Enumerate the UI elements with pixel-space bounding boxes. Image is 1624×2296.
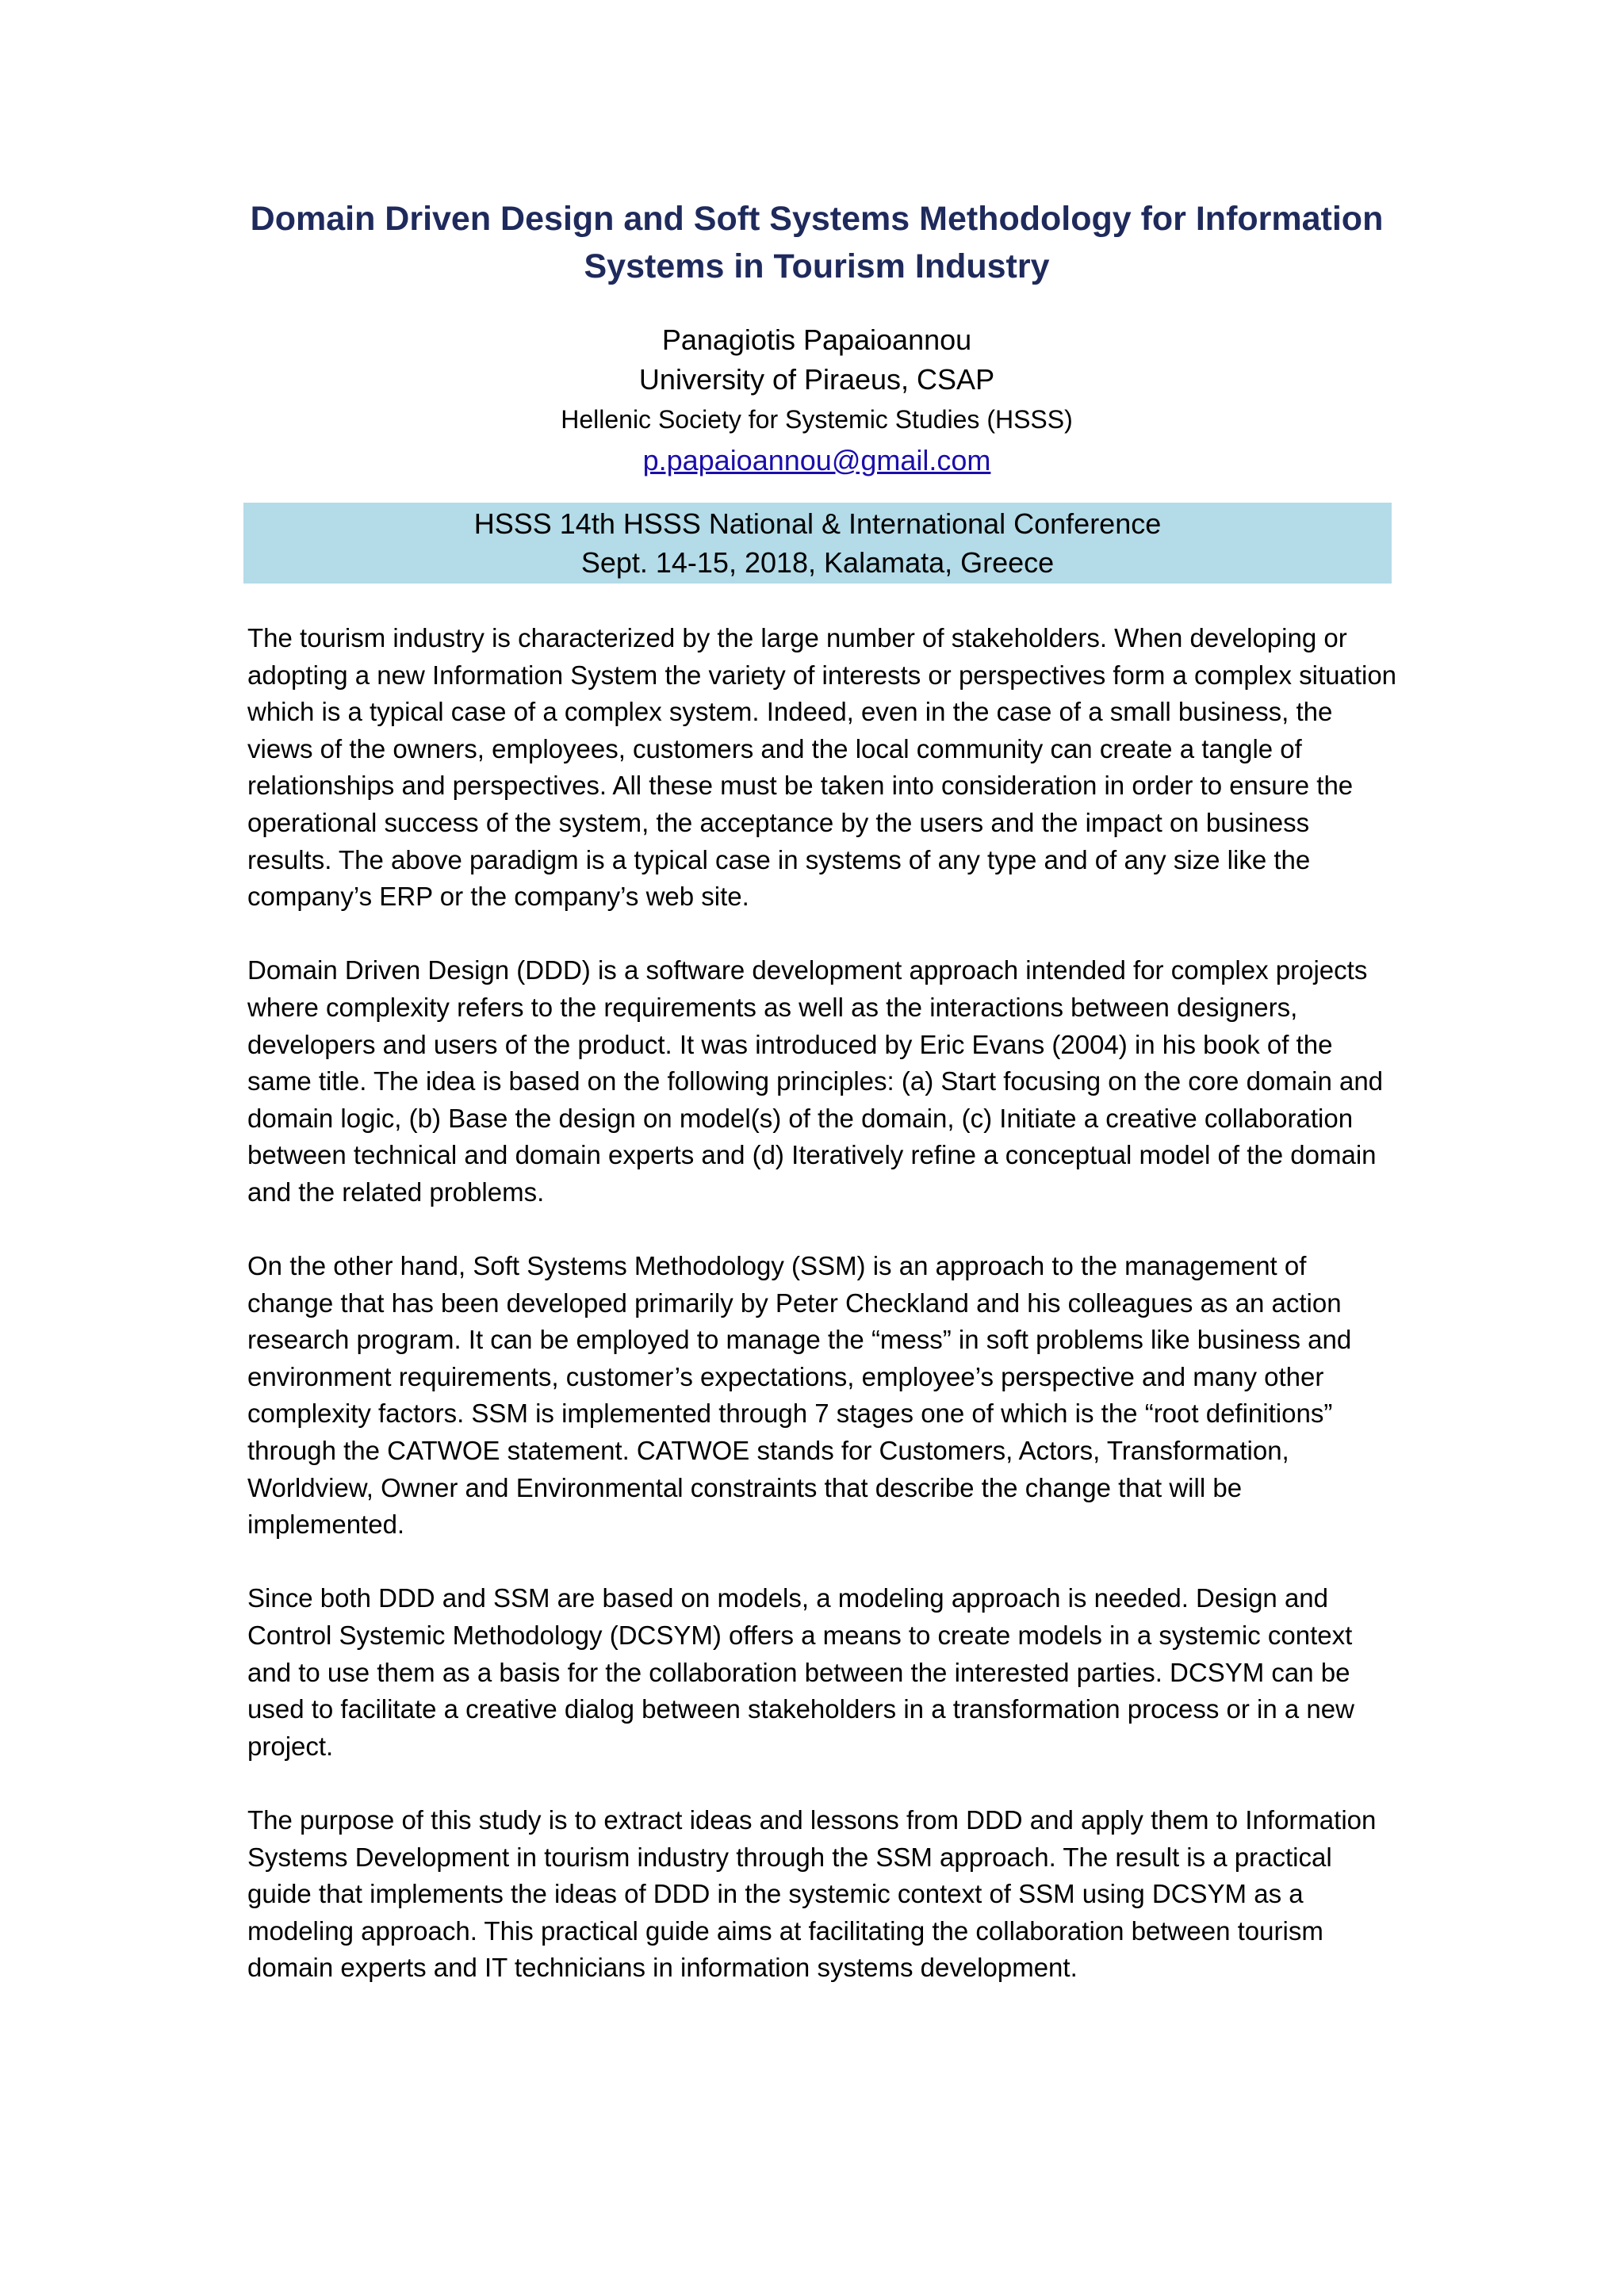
paper-title: Domain Driven Design and Soft Systems Methodology for Information Systems in Tourism Industry bbox=[250, 200, 1384, 285]
conference-banner bbox=[243, 503, 1392, 584]
author-name: Panagiotis Papaioannou bbox=[661, 323, 972, 356]
author-block bbox=[198, 320, 1435, 482]
abstract-paragraph: Since both DDD and SSM are based on models, a modeling approach is needed. Design and Control Systemic Methodology (DCSYM) offers a means to create models in a systemic context and to use them as a basis for the collaboration between the interested parties. DCSYM can be used to facilitate a creative dialog between stakeholders in a transformation process or in a new project. bbox=[247, 1583, 1354, 1761]
abstract-paragraph: The purpose of this study is to extract ideas and lessons from DDD and apply them to Information Systems Development in tourism industry through the SSM approach. The result is a practical guide that implements the ideas of DDD in the systemic context of SSM using DCSYM as a modeling approach. This practical guide aims at facilitating the collaboration between tourism domain experts and IT technicians in information systems development. bbox=[247, 1805, 1377, 1983]
abstract-paragraph: Domain Driven Design (DDD) is a software development approach intended for complex projects where complexity refers to the requirements as well as the interactions between designers, developers and users of the product. It was introduced by Eric Evans (2004) in his book of the same title. The idea is based on the following principles: (a) Start focusing on the core domain and domain logic, (b) Base the design on model(s) of the domain, (c) Initiate a creative collaboration between technical and domain experts and (d) Iteratively refine a conceptual model of the domain and the related problems. bbox=[247, 955, 1384, 1207]
conference-name: HSSS 14th HSSS National & International Conference bbox=[473, 507, 1162, 540]
author-society: Hellenic Society for Systemic Studies (HSSS) bbox=[561, 405, 1073, 434]
author-email-link[interactable]: p.papaioannou@gmail.com bbox=[642, 444, 991, 476]
abstract-paragraph: The tourism industry is characterized by the large number of stakeholders. When developing or adopting a new Information System the variety of interests or perspectives form a complex situation which is a typical case of a complex system. Indeed, even in the case of a small business, the views of the owners, employees, customers and the local community can create a tangle of relationships and perspectives. All these must be taken into consideration in order to ensure the operational success of the system, the acceptance by the users and the impact on business results. The above paradigm is a typical case in systems of any type and of any size like the company’s ERP or the company’s web site. bbox=[247, 623, 1397, 912]
abstract-paragraph: On the other hand, Soft Systems Methodology (SSM) is an approach to the management of change that has been developed primarily by Peter Checkland and his colleagues as an action research program. It can be employed to manage the “mess” in soft problems like business and environment requirements, customer’s expectations, employee’s perspective and many other complexity factors. SSM is implemented through 7 stages one of which is the “root definitions” through the CATWOE statement. CATWOE stands for Customers, Actors, Transformation, Worldview, Owner and Environmental constraints that describe the change that will be implemented. bbox=[247, 1251, 1352, 1540]
conference-date-location: Sept. 14-15, 2018, Kalamata, Greece bbox=[580, 546, 1055, 579]
abstract-body bbox=[247, 620, 1397, 2024]
author-affiliation: University of Piraeus, CSAP bbox=[638, 363, 995, 396]
